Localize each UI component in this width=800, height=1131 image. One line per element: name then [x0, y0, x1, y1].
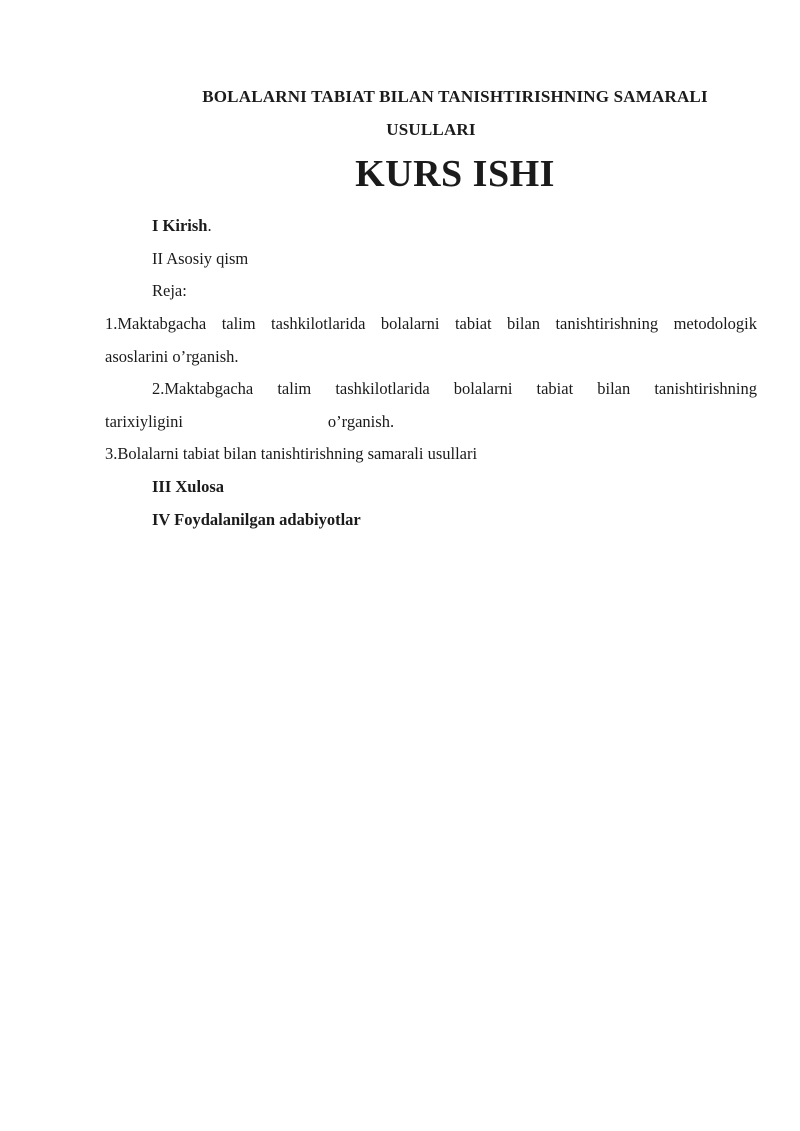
- outline-item-kirish: [105, 210, 757, 243]
- outline-item-2-line-1: 2.Maktabgacha talim tashkilotlarida bolalarni tabiat bilan tanishtirishning: [152, 379, 757, 399]
- kirish-label: I Kirish: [152, 216, 208, 236]
- outline-item-adabiyotlar: IV Foydalanilgan adabiyotlar: [152, 509, 361, 529]
- outline-item-1-line-1: 1.Maktabgacha talim tashkilotlarida bolalarni tabiat bilan tanishtirishning metodologik: [105, 313, 757, 333]
- outline-item-3: 3.Bolalarni tabiat bilan tanishtirishning samarali usullari: [105, 444, 478, 464]
- outline-item-asosiy-qism: II Asosiy qism: [152, 248, 249, 268]
- outline-item-reja: Reja:: [152, 281, 187, 301]
- outline-list: [105, 210, 757, 536]
- document-content: [105, 81, 757, 536]
- outline-item-xulosa: III Xulosa: [152, 476, 224, 496]
- item-2-word-organish: o’rganish.: [327, 411, 395, 431]
- document-title-line-2: USULLARI: [386, 119, 476, 139]
- kirish-punctuation: .: [207, 216, 212, 236]
- outline-item-1-line-2: asoslarini o’rganish.: [105, 346, 239, 366]
- outline-item-2-line-2: [105, 406, 757, 439]
- document-title-line-1: BOLALARNI TABIAT BILAN TANISHTIRISHNING SAMARALI: [202, 87, 708, 106]
- course-work-heading: KURS ISHI: [355, 153, 555, 196]
- item-2-word-tarixiyligini: tarixiyligini: [105, 411, 183, 431]
